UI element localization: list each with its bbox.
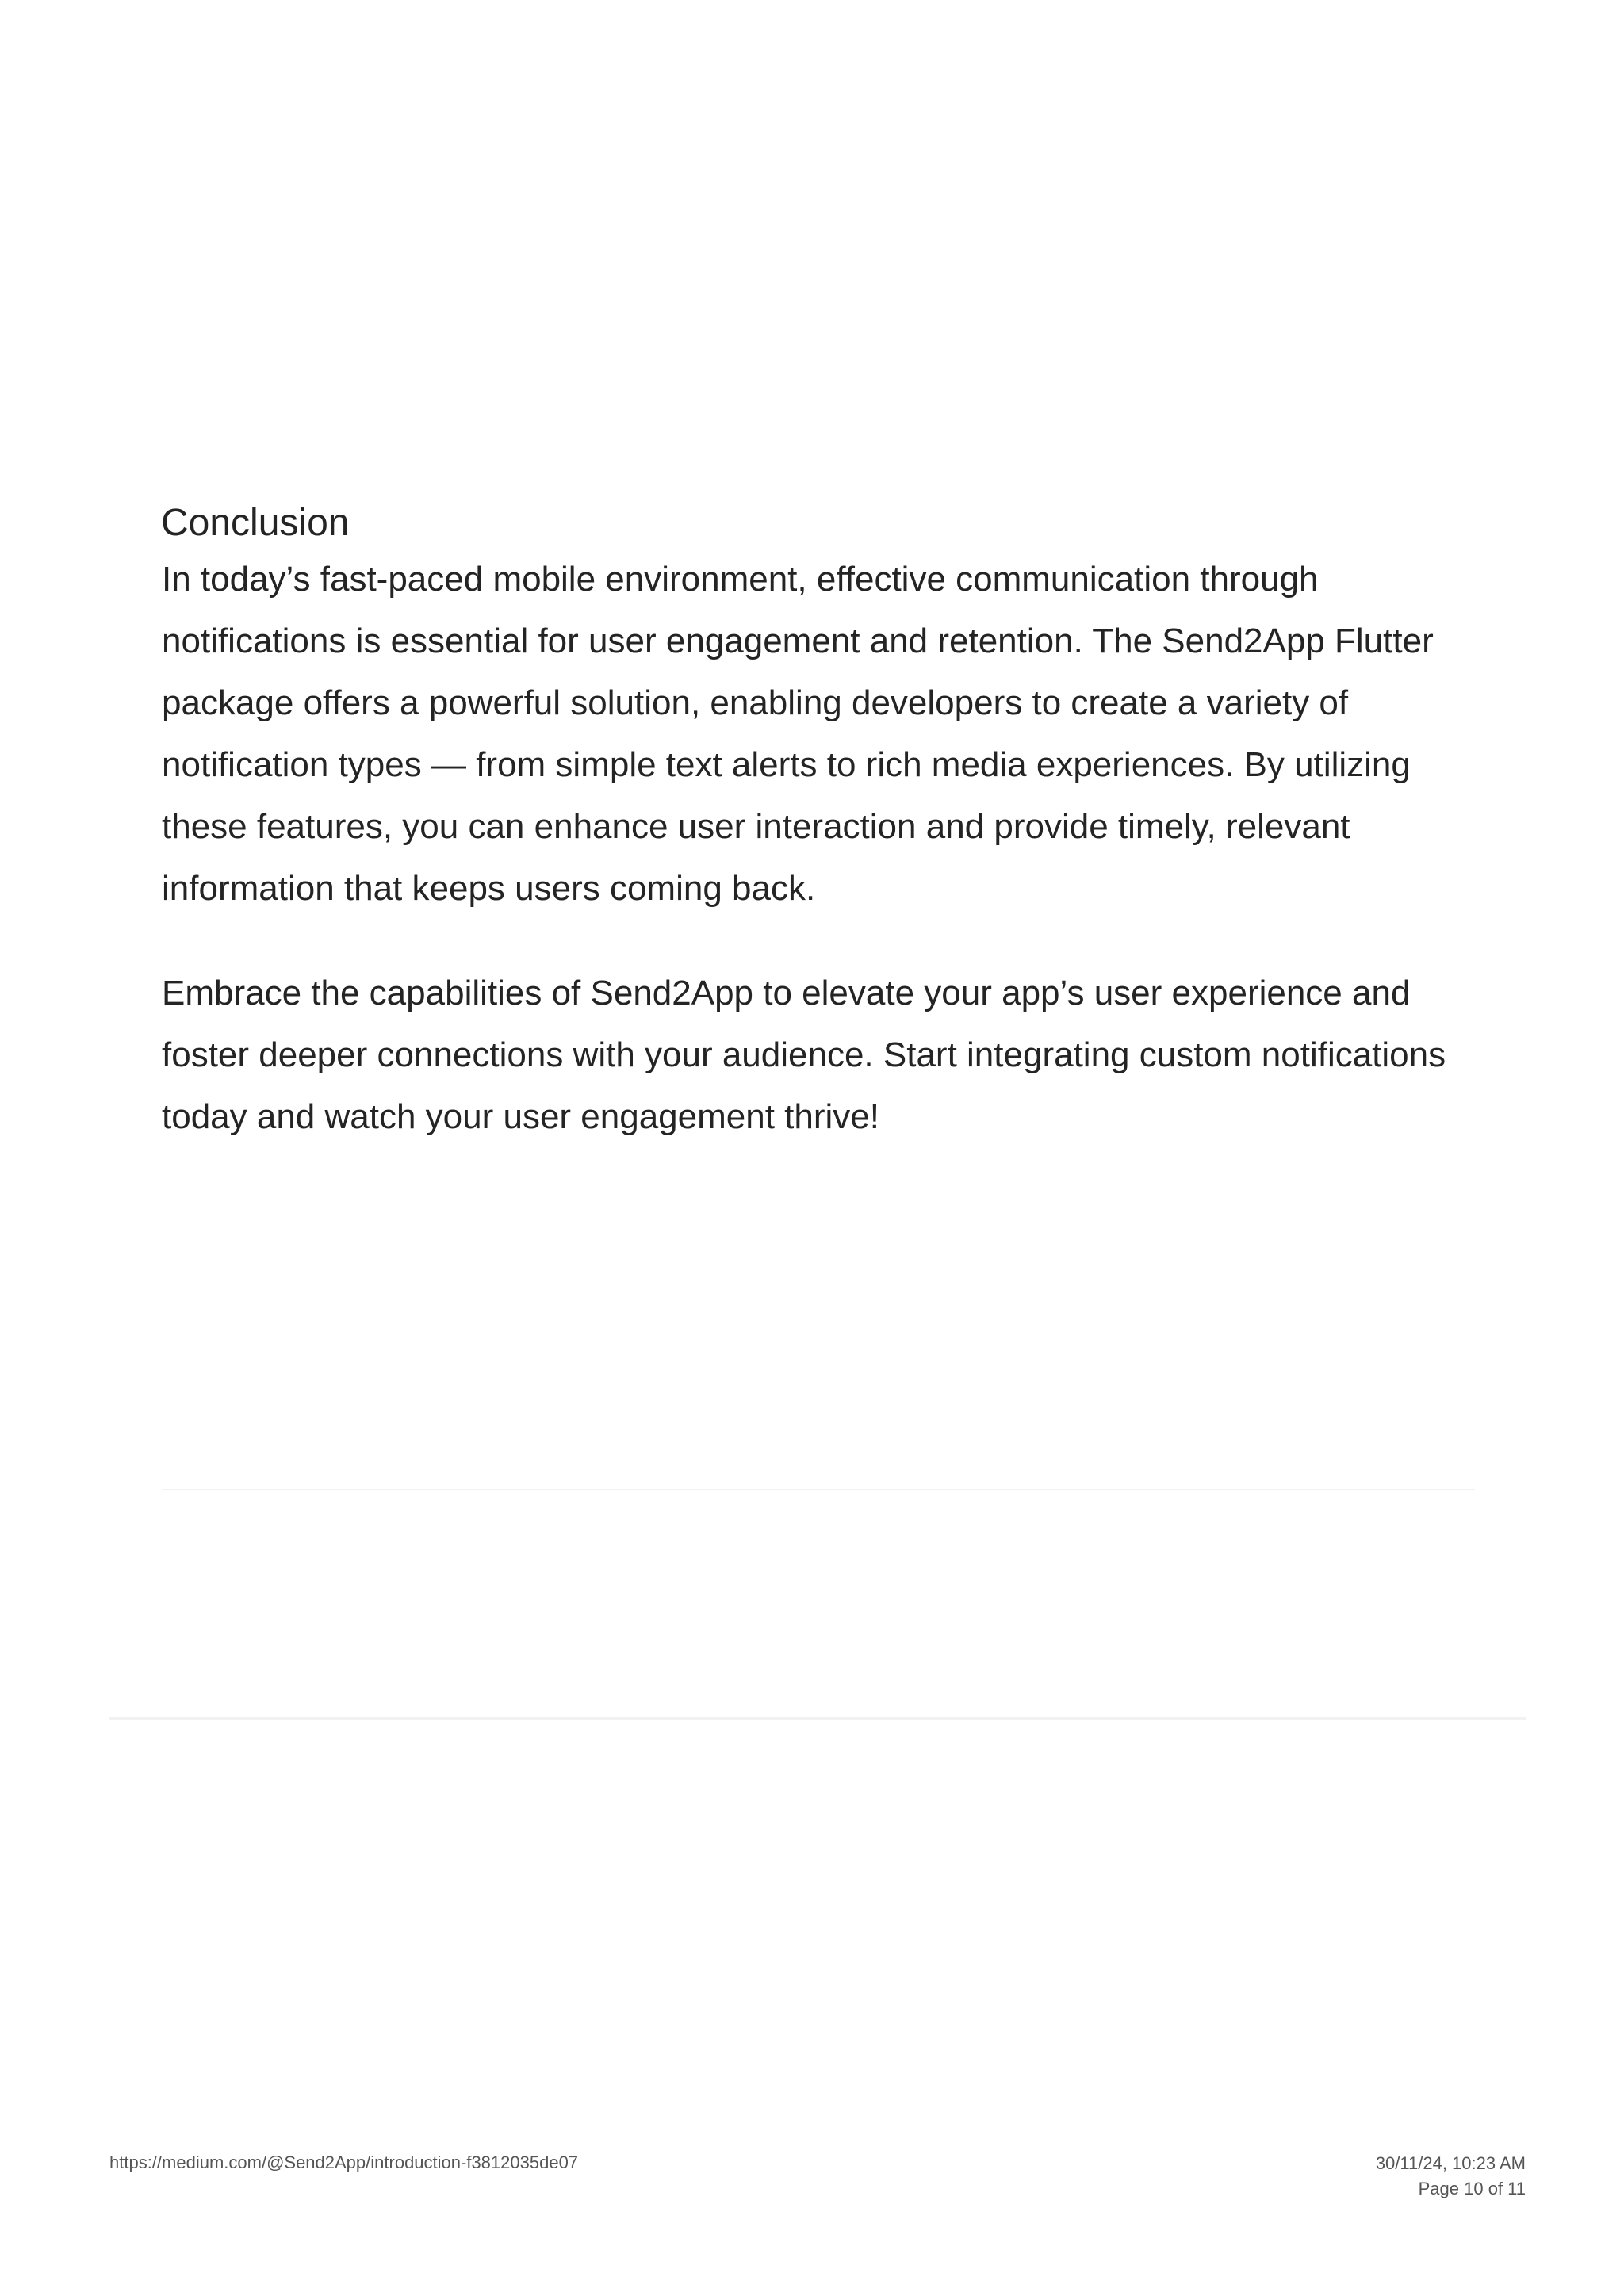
paragraph-conclusion-1: In today’s fast-paced mobile environment, effective communication through notifications is essential for user engagement and retention. The Send2App Flutter package offers a powerful solution, enabling developers to create a variety of notification types — from simple text alerts to rich media experiences. By utilizing these features, you can enhance user interaction and provide timely, relevant information that keeps users coming back. xyxy=(162,560,1434,908)
article-body xyxy=(161,498,1477,1148)
footer-url: https://medium.com/@Send2App/introduction-f3812035de07 xyxy=(109,2152,579,2172)
footer-page-number: Page 10 of 11 xyxy=(1418,2179,1526,2198)
article-divider xyxy=(162,1489,1475,1490)
page-divider xyxy=(109,1717,1526,1720)
section-heading: Conclusion xyxy=(161,502,350,544)
footer-meta xyxy=(1376,2151,1526,2202)
footer-datetime: 30/11/24, 10:23 AM xyxy=(1375,2153,1526,2173)
paragraph-conclusion-2: Embrace the capabilities of Send2App to elevate your app’s user experience and foster deeper connections with your audience. Start integrating custom notifications today and watch your user engagement thrive! xyxy=(162,974,1446,1136)
